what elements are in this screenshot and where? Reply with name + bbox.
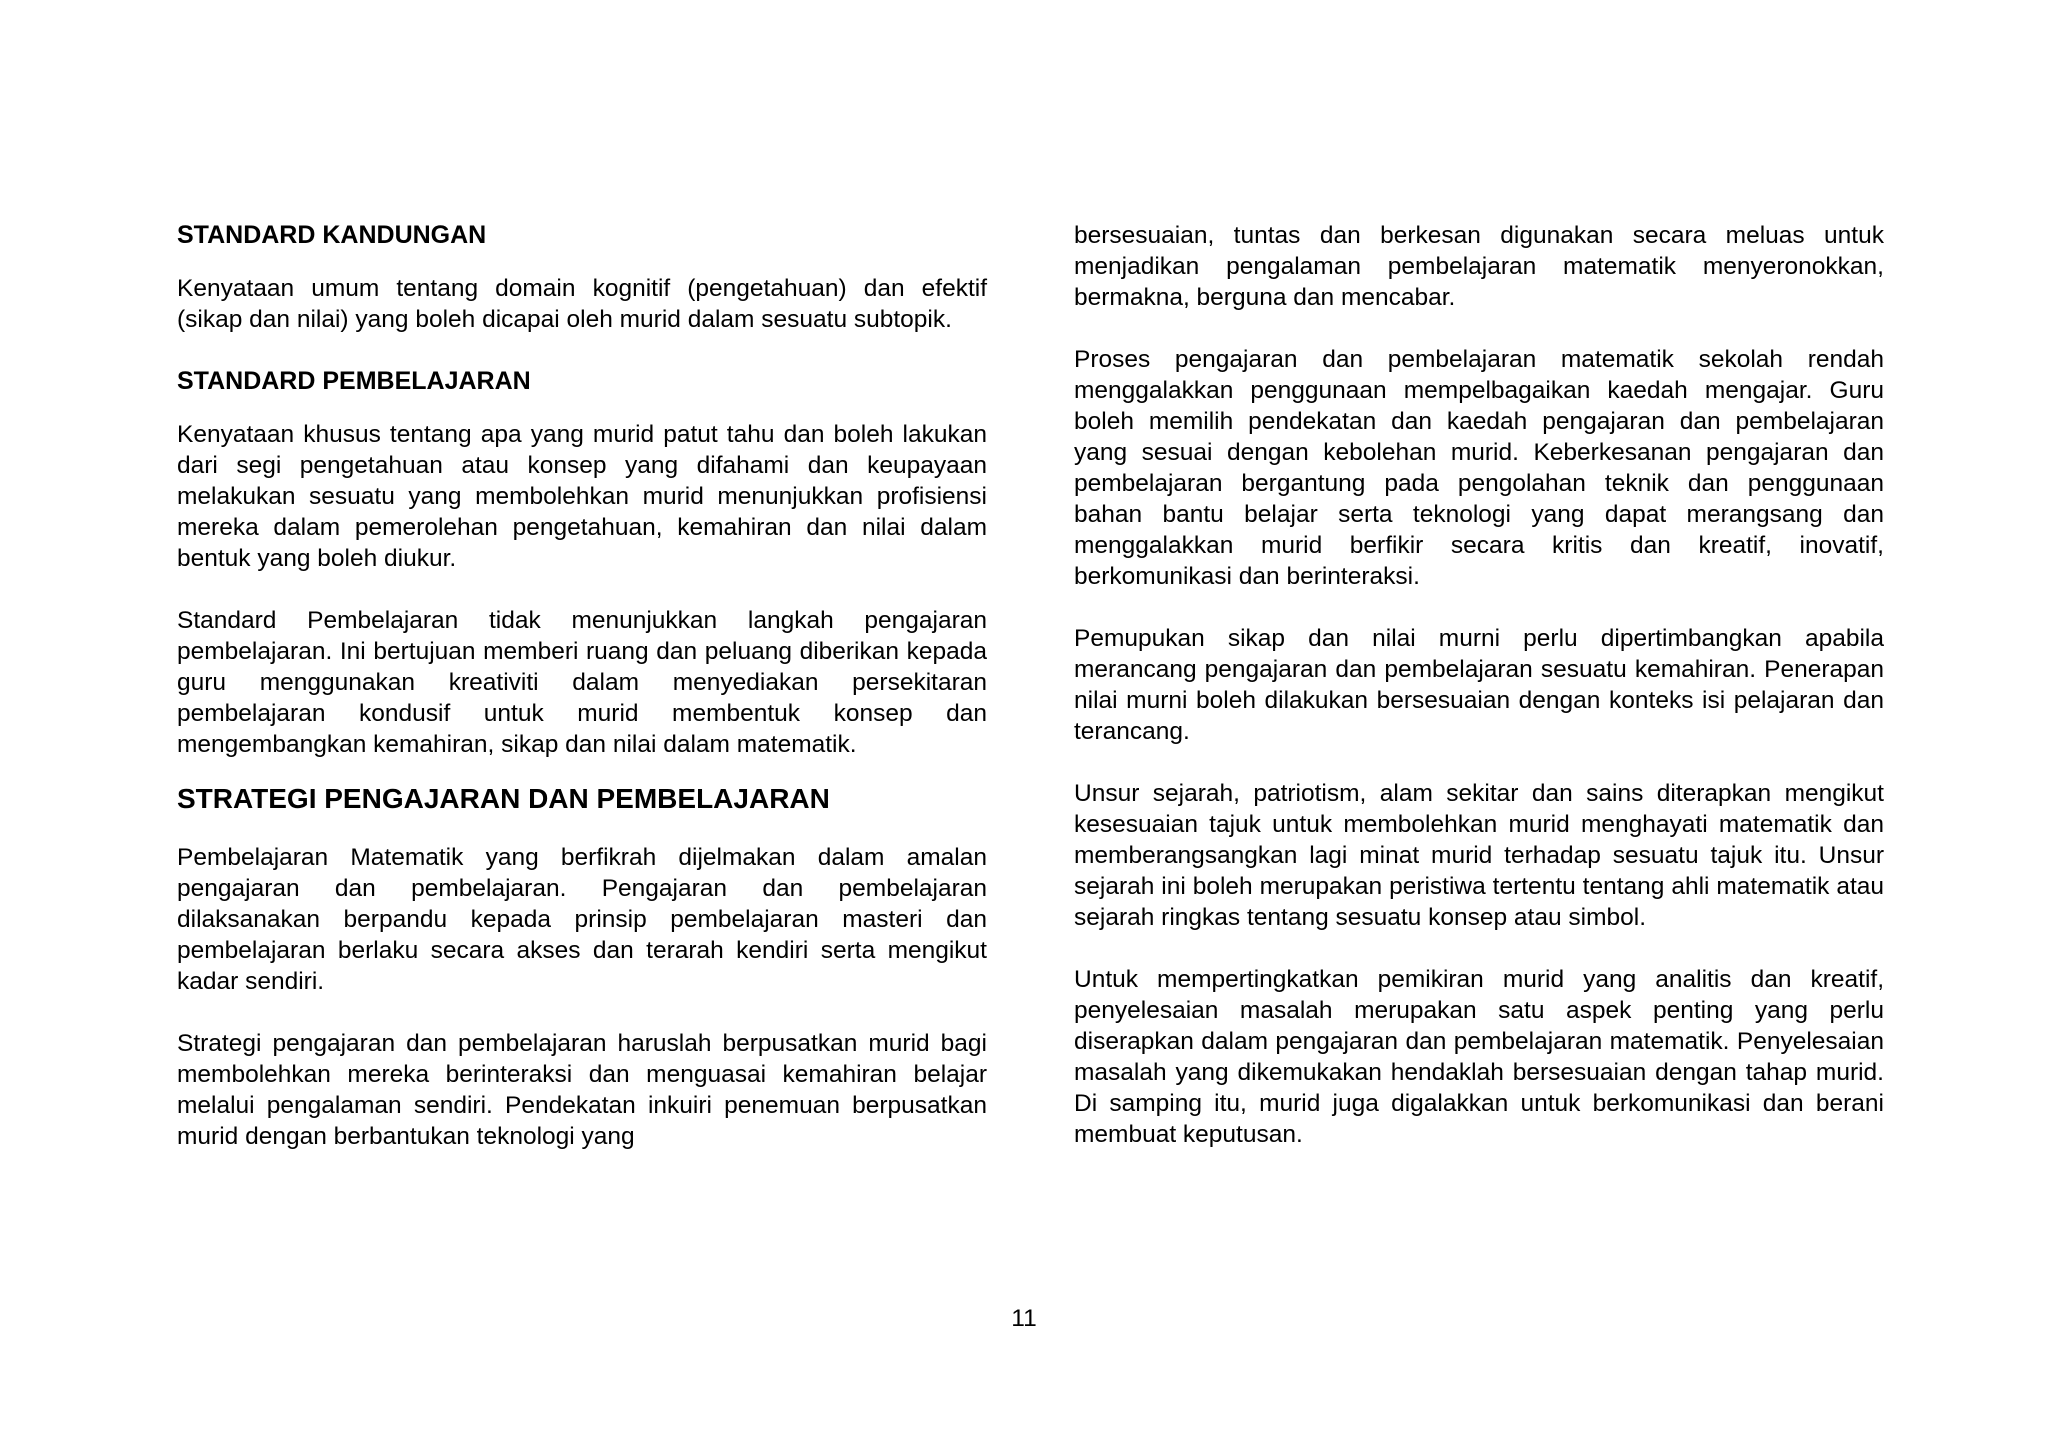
right-column	[1074, 220, 1884, 1150]
heading-strategi: STRATEGI PENGAJARAN DAN PEMBELAJARAN	[177, 783, 830, 814]
paragraph-standard-pembelajaran-1: Kenyataan khusus tentang apa yang murid patut tahu dan boleh lakukan dari segi pengetahuan atau konsep yang difahami dan keupayaan melakukan sesuatu yang membolehkan murid menunjukkan profisiensi mereka dalam pemerolehan pengetahuan, kemahiran dan nilai dalam bentuk yang boleh diukur.	[177, 421, 987, 572]
page-number: 11	[1011, 1305, 1037, 1332]
paragraph-strategi-2: Strategi pengajaran dan pembelajaran haruslah berpusatkan murid bagi membolehkan mereka berinteraksi dan menguasai kemahiran belajar melalui pengalaman sendiri. Pendekatan inkuiri penemuan berpusatkan murid dengan berbantukan teknologi yang	[177, 1030, 987, 1150]
paragraph-right-4: Unsur sejarah, patriotism, alam sekitar dan sains diterapkan mengikut kesesuaian tajuk untuk membolehkan murid menghayati matematik dan memberangsangkan lagi minat murid terhadap sesuatu tajuk itu. Unsur sejarah ini boleh merupakan peristiwa tertentu tentang ahli matematik atau sejarah ringkas tentang sesuatu konsep atau simbol.	[1074, 780, 1884, 931]
heading-standard-kandungan: STANDARD KANDUNGAN	[177, 221, 487, 249]
paragraph-strategi-1: Pembelajaran Matematik yang berfikrah dijelmakan dalam amalan pengajaran dan pembelajaran. Pengajaran dan pembelajaran dilaksanakan berpandu kepada prinsip pembelajaran masteri dan pembelajaran berlaku secara akses dan terarah kendiri serta mengikut kadar sendiri.	[177, 844, 987, 995]
paragraph-right-1: bersesuaian, tuntas dan berkesan digunakan secara meluas untuk menjadikan pengalaman pembelajaran matematik menyeronokkan, bermakna, berguna dan mencabar.	[1074, 222, 1884, 311]
paragraph-standard-pembelajaran-2: Standard Pembelajaran tidak menunjukkan langkah pengajaran pembelajaran. Ini bertujuan memberi ruang dan peluang diberikan kepada guru menggunakan kreativiti dalam menyediakan persekitaran pembelajaran kondusif untuk murid membentuk konsep dan mengembangkan kemahiran, sikap dan nilai dalam matematik.	[177, 607, 987, 758]
paragraph-standard-kandungan: Kenyataan umum tentang domain kognitif (pengetahuan) dan efektif (sikap dan nilai) yang boleh dicapai oleh murid dalam sesuatu subtopik.	[177, 275, 987, 333]
paragraph-right-3: Pemupukan sikap dan nilai murni perlu dipertimbangkan apabila merancang pengajaran dan pembelajaran sesuatu kemahiran. Penerapan nilai murni boleh dilakukan bersesuaian dengan konteks isi pelajaran dan terancang.	[1074, 625, 1884, 745]
left-column	[177, 220, 987, 1152]
heading-standard-pembelajaran: STANDARD PEMBELAJARAN	[177, 367, 531, 395]
paragraph-right-5: Untuk mempertingkatkan pemikiran murid yang analitis dan kreatif, penyelesaian masalah merupakan satu aspek penting yang perlu diserapkan dalam pengajaran dan pembelajaran matematik. Penyelesaian masalah yang dikemukakan hendaklah bersesuaian dengan tahap murid. Di samping itu, murid juga digalakkan untuk berkomunikasi dan berani membuat keputusan.	[1074, 966, 1884, 1148]
paragraph-right-2: Proses pengajaran dan pembelajaran matematik sekolah rendah menggalakkan penggunaan mempelbagaikan kaedah mengajar. Guru boleh memilih pendekatan dan kaedah pengajaran dan pembelajaran yang sesuai dengan kebolehan murid. Keberkesanan pengajaran dan pembelajaran bergantung pada pengolahan teknik dan penggunaan bahan bantu belajar serta teknologi yang dapat merangsang dan menggalakkan murid berfikir secara kritis dan kreatif, inovatif, berkomunikasi dan berinteraksi.	[1074, 346, 1884, 590]
